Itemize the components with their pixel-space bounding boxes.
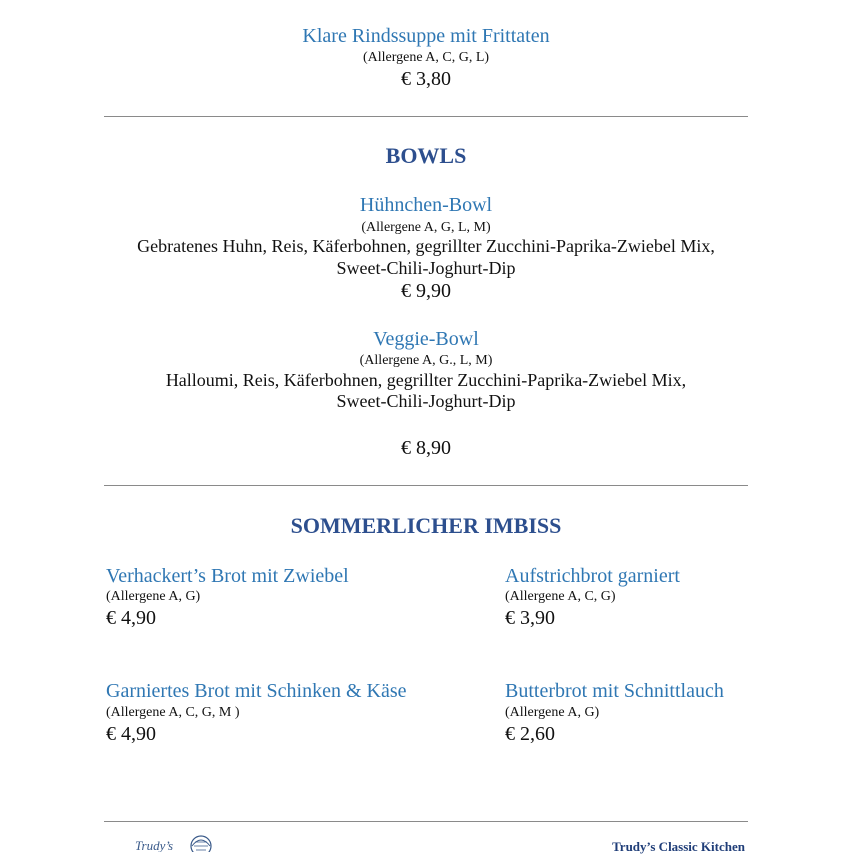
allergens-garniertes-brot: (Allergene A, C, G, M ) (106, 705, 240, 720)
divider-2 (104, 485, 748, 486)
price-veggie-bowl: € 8,90 (401, 437, 451, 459)
dish-name-veggie-bowl: Veggie-Bowl (373, 328, 479, 350)
price-aufstrichbrot: € 3,90 (505, 607, 555, 629)
chef-hat-icon (184, 832, 218, 852)
price-soup: € 3,80 (401, 68, 451, 90)
description-chicken-bowl-line1: Gebratenes Huhn, Reis, Käferbohnen, gegrillter Zucchini-Paprika-Zwiebel Mix, (137, 236, 715, 256)
price-verhackert-brot: € 4,90 (106, 607, 156, 629)
dish-name-garniertes-brot: Garniertes Brot mit Schinken & Käse (106, 680, 407, 702)
dish-name-butterbrot: Butterbrot mit Schnittlauch (505, 680, 724, 702)
footer-logo-text: Trudy’s (135, 838, 174, 852)
footer-logo (130, 826, 230, 852)
allergens-butterbrot: (Allergene A, G) (505, 705, 600, 720)
divider-1 (104, 116, 748, 117)
dish-name-chicken-bowl: Hühnchen-Bowl (359, 194, 493, 216)
price-chicken-bowl: € 9,90 (401, 280, 451, 302)
section-title-snacks: SOMMERLICHER IMBISS (290, 513, 562, 538)
allergens-aufstrichbrot: (Allergene A, C, G) (505, 589, 616, 604)
description-veggie-bowl-line1: Halloumi, Reis, Käferbohnen, gegrillter Zucchini-Paprika-Zwiebel Mix, (165, 370, 687, 390)
divider-footer (104, 821, 748, 822)
dish-name-aufstrichbrot: Aufstrichbrot garniert (505, 565, 680, 587)
description-chicken-bowl-line2: Sweet-Chili-Joghurt-Dip (336, 258, 516, 278)
price-butterbrot: € 2,60 (505, 723, 555, 745)
description-veggie-bowl-line2: Sweet-Chili-Joghurt-Dip (336, 391, 516, 411)
allergens-chicken-bowl: (Allergene A, G, L, M) (361, 220, 491, 235)
allergens-veggie-bowl: (Allergene A, G., L, M) (359, 353, 493, 368)
allergens-verhackert-brot: (Allergene A, G) (106, 589, 201, 604)
allergens-soup: (Allergene A, C, G, L) (362, 50, 490, 65)
price-garniertes-brot: € 4,90 (106, 723, 156, 745)
dish-name-verhackert-brot: Verhackert’s Brot mit Zwiebel (106, 565, 349, 587)
dish-name-soup: Klare Rindssuppe mit Frittaten (302, 25, 550, 47)
section-title-bowls: BOWLS (385, 143, 467, 168)
footer-brand-name: Trudy’s Classic Kitchen (612, 839, 745, 854)
